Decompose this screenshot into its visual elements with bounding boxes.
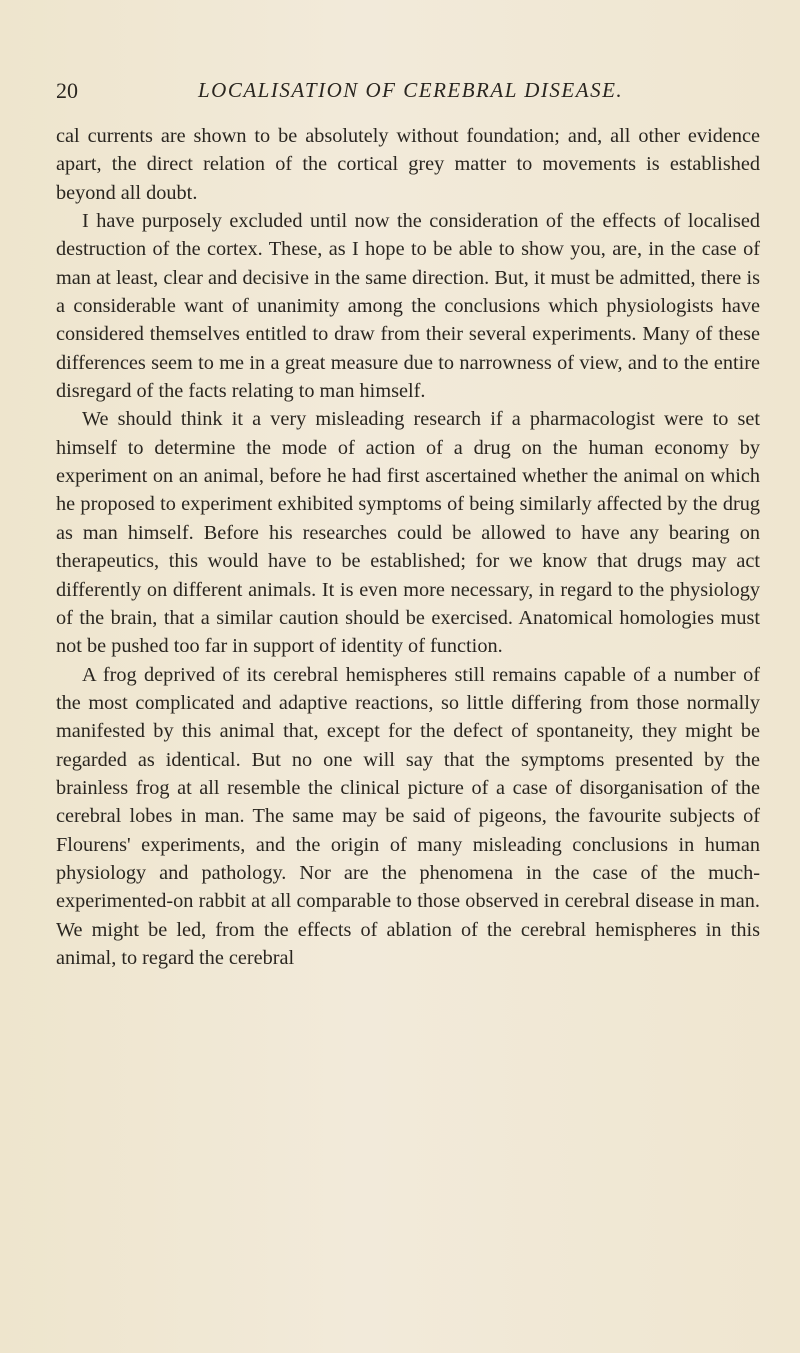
page-number: 20: [56, 78, 78, 103]
paragraph: cal currents are shown to be absolutely without foundation; and, all other evidence apart, the direct relation of the cortical grey matter to movements is established beyond all doubt.: [56, 125, 760, 204]
page-header: [56, 78, 760, 108]
paragraph: I have purposely excluded until now the consideration of the effects of localised destruction of the cortex. These, as I hope to be able to show you, are, in the case of man at least, clear and decisive in the same direction. But, it must be admitted, there is a considerable want of unanimity among the conclusions which physiologists have considered themselves entitled to draw from their several experiments. Many of these differences seem to me in a great measure due to narrowness of view, and to the entire disregard of the facts relating to man himself.: [56, 210, 760, 403]
body-text: [56, 122, 760, 972]
running-title: LOCALISATION OF CEREBRAL DISEASE.: [198, 78, 624, 102]
paragraph: A frog deprived of its cerebral hemispheres still remains capable of a number of the most complicated and adaptive reactions, so little differing from those normally manifested by this animal that, except for the defect of spontaneity, they might be regarded as identical. But no one will say that the symptoms presented by the brainless frog at all resemble the clinical picture of a case of disorganisation of the cerebral lobes in man. The same may be said of pigeons, the favourite subjects of Flourens' experiments, and the origin of many misleading conclusions in human physiology and pathology. Nor are the phenomena in the case of the much-experimented-on rabbit at all comparable to those observed in cerebral disease in man. We might be led, from the effects of ablation of the cerebral hemispheres in this animal, to regard the cerebral: [56, 663, 760, 969]
paragraph: We should think it a very misleading research if a pharmacologist were to set himself to determine the mode of action of a drug on the human economy by experiment on an animal, before he had first ascertained whether the animal on which he proposed to experiment exhibited symptoms of being similarly affected by the drug as man himself. Before his researches could be allowed to have any bearing on therapeutics, this would have to be established; for we know that drugs may act differently on different animals. It is even more necessary, in regard to the physiology of the brain, that a similar caution should be exercised. Anatomical homologies must not be pushed too far in support of identity of function.: [56, 408, 760, 658]
